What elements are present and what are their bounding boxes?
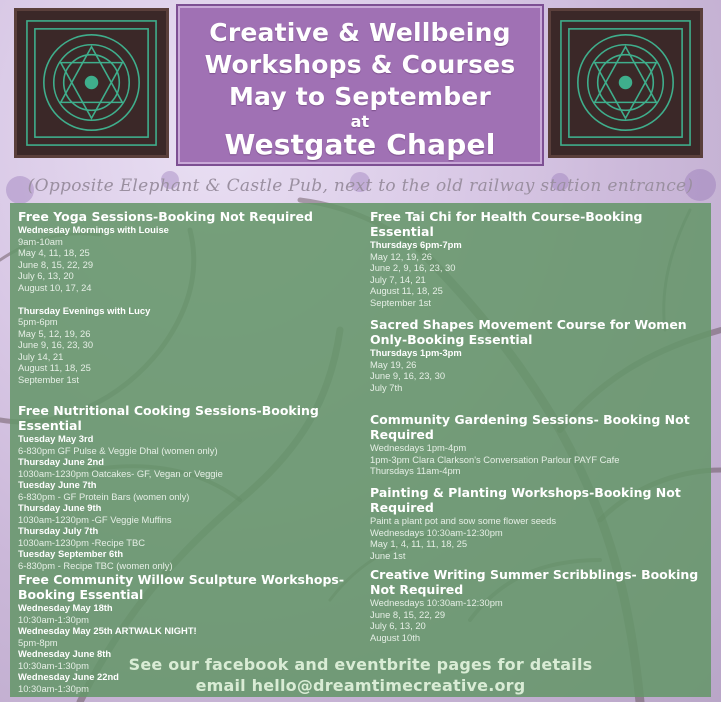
section-title: Creative Writing Summer Scribblings- Booking Not Required (370, 567, 699, 597)
session-heading: Tuesday May 3rd (18, 433, 94, 444)
gardening-section (370, 412, 710, 477)
session-detail: May 12, 19, 26 (370, 250, 433, 262)
sacred-shapes-section (370, 317, 710, 393)
session-detail: June 1st (370, 549, 406, 561)
venue-address: (Opposite Elephant & Castle Pub, next to the old railway station entrance) (27, 176, 694, 196)
session-detail: Thursdays 11am-4pm (370, 465, 461, 476)
session-detail: June 9, 16, 23, 30 (18, 339, 94, 350)
cooking-section (18, 403, 358, 571)
session-heading: Wednesday May 25th ARTWALK NIGHT! (18, 625, 197, 636)
mandala-left-image (14, 8, 169, 158)
session-detail: May 5, 12, 19, 26 (18, 327, 91, 339)
section-title: Free Tai Chi for Health Course-Booking Essential (370, 209, 643, 239)
footer-email-line[interactable]: email hello@dreamtimecreative.org (195, 676, 526, 695)
session-heading: Thursdays 1pm-3pm (370, 347, 462, 358)
session-detail: 1pm-3pm Clara Clarkson's Conversation Parlour PAYF Cafe (370, 453, 620, 465)
mandala-right-image (548, 8, 703, 158)
taichi-section (370, 209, 710, 308)
section-title: Free Community Willow Sculpture Workshops-Booking Essential (18, 572, 345, 602)
venue-title: Westgate Chapel (224, 128, 496, 161)
session-heading: Wednesday May 18th (18, 602, 113, 613)
session-detail: 1030am-1230pm -GF Veggie Muffins (18, 513, 172, 525)
painting-section (370, 485, 710, 561)
section-title: Painting & Planting Workshops-Booking Not Required (370, 485, 681, 515)
section-title: Free Yoga Sessions-Booking Not Required (18, 209, 313, 224)
footer-info (10, 654, 711, 696)
session-detail: September 1st (370, 296, 431, 308)
session-detail: August 10, 17, 24 (18, 281, 92, 293)
session-detail: June 8, 15, 22, 29 (370, 608, 446, 620)
session-detail: July 7th (370, 381, 403, 393)
session-detail (18, 293, 358, 305)
title-line-3: May to September (228, 82, 491, 111)
session-detail: September 1st (18, 373, 79, 385)
yoga-section (18, 209, 358, 385)
session-detail: July 7, 14, 21 (370, 273, 426, 285)
footer-details-line: See our facebook and eventbrite pages for details (128, 655, 593, 674)
session-detail: August 10th (370, 631, 421, 643)
session-heading: Wednesday June 22nd (18, 671, 119, 682)
title-line-1: Creative & Wellbeing (209, 18, 511, 47)
section-title: Free Nutritional Cooking Sessions-Booking Essential (18, 403, 319, 433)
session-detail: 9am-10am (18, 235, 63, 247)
session-detail: Paint a plant pot and sow some flower seeds (370, 515, 557, 526)
session-heading: Wednesday June 8th (18, 648, 112, 659)
session-detail: June 2, 9, 16, 23, 30 (370, 262, 456, 273)
session-detail: 6-830pm GF Pulse & Veggie Dhal (women only) (18, 444, 218, 456)
session-detail: 6-830pm - Recipe TBC (women only) (18, 559, 173, 571)
section-title: Community Gardening Sessions- Booking Not Required (370, 412, 690, 442)
writing-section (370, 567, 710, 643)
session-heading: Wednesday Mornings with Louise (18, 224, 169, 235)
session-detail: Wednesdays 1pm-4pm (370, 442, 467, 453)
session-detail: 1030am-1230pm Oatcakes- GF, Vegan or Veggie (18, 467, 223, 479)
section-title: Sacred Shapes Movement Course for Women Only-Booking Essential (370, 317, 687, 347)
session-detail: June 8, 15, 22, 29 (18, 258, 94, 270)
title-banner (176, 4, 544, 166)
title-line-2: Workshops & Courses (204, 50, 516, 79)
session-detail: Wednesdays 10:30am-12:30pm (370, 526, 503, 538)
session-heading: Thursday July 7th (18, 525, 99, 536)
session-detail: May 19, 26 (370, 358, 417, 370)
session-heading: Tuesday September 6th (18, 548, 124, 559)
session-detail: July 6, 13, 20 (18, 270, 74, 281)
session-heading: Thursday Evenings with Lucy (18, 304, 151, 316)
schedule-panel (10, 203, 711, 697)
session-detail: 6-830pm - GF Protein Bars (women only) (18, 490, 190, 502)
session-detail: June 9, 16, 23, 30 (370, 370, 446, 381)
title-line-4: at (350, 112, 370, 131)
session-detail: Wednesdays 10:30am-12:30pm (370, 597, 503, 608)
session-detail: 5pm-6pm (18, 316, 58, 327)
session-detail: May 1, 4, 11, 11, 18, 25 (370, 538, 468, 549)
session-detail: July 6, 13, 20 (370, 620, 426, 631)
session-detail: 5pm-8pm (18, 636, 58, 648)
session-heading: Tuesday June 7th (18, 479, 97, 490)
session-heading: Thursday June 2nd (18, 456, 104, 467)
session-heading: Thursdays 6pm-7pm (370, 239, 462, 250)
session-detail: August 11, 18, 25 (18, 362, 91, 373)
session-detail: 10:30am-1:30pm (18, 613, 89, 625)
session-detail: 1030am-1230pm -Recipe TBC (18, 536, 145, 548)
session-detail: 10:30am-1:30pm (18, 682, 89, 694)
session-heading: Thursday June 9th (18, 502, 102, 513)
session-detail: August 11, 18, 25 (370, 285, 443, 296)
session-detail: 10:30am-1:30pm (18, 659, 89, 671)
session-detail: May 4, 11, 18, 25 (18, 247, 90, 258)
session-detail: July 14, 21 (18, 350, 64, 362)
